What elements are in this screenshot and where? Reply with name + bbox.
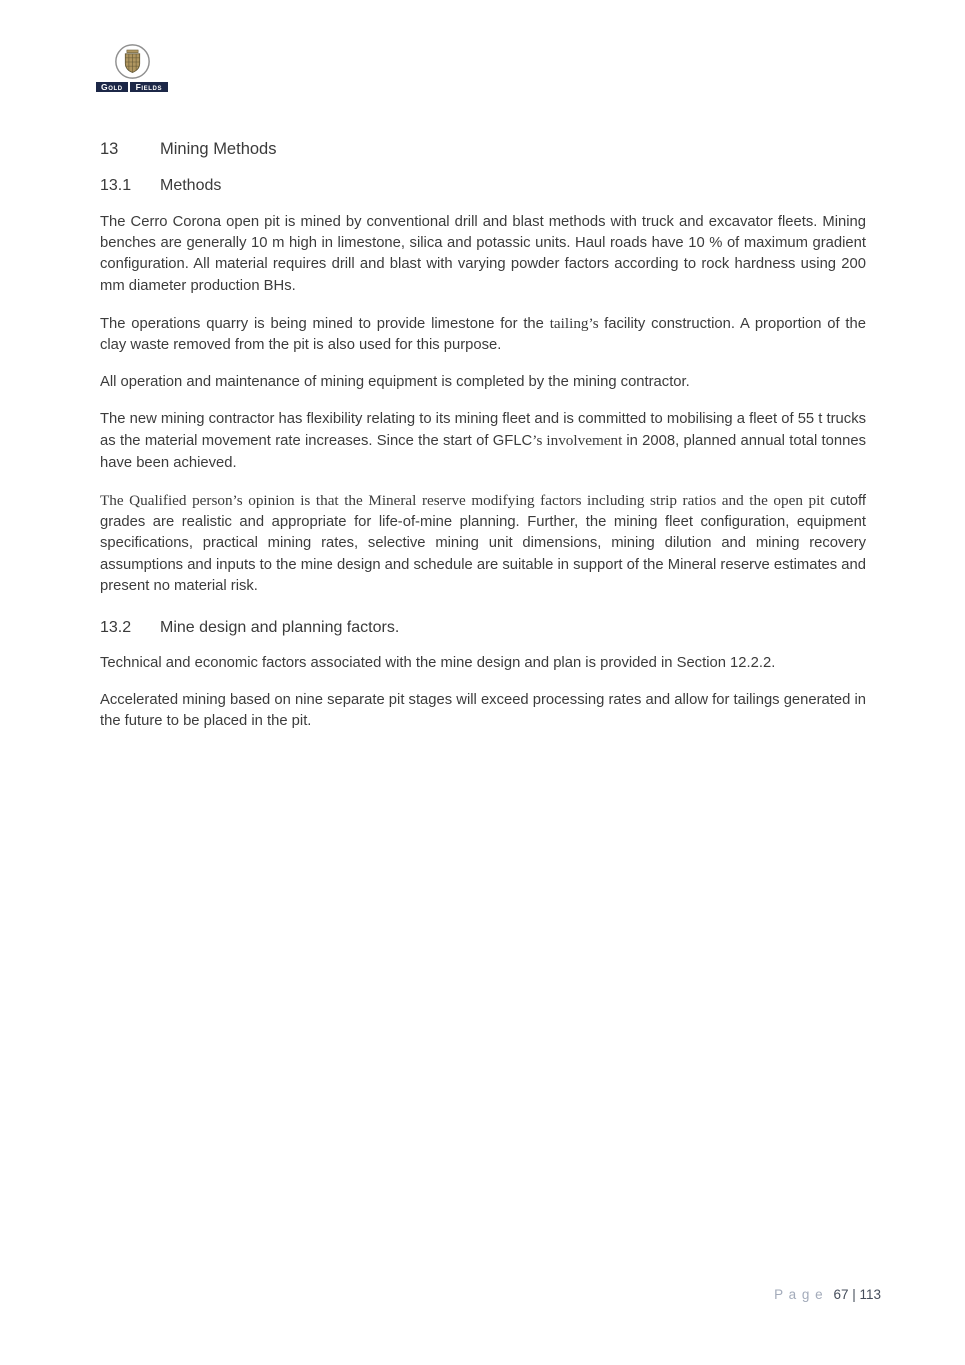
- section-heading-13-1: [100, 175, 866, 196]
- section-heading-13: [100, 138, 866, 160]
- section-number: 13: [100, 140, 119, 158]
- gold-fields-logo: [96, 43, 168, 92]
- logo-word-fields: Fields: [130, 82, 168, 92]
- gold-fields-crest-icon: [114, 43, 151, 80]
- section-number: 13.1: [100, 177, 132, 194]
- section-title: Mine design and planning factors.: [160, 618, 400, 636]
- paragraph-methods-4: The new mining contractor has flexibility relating to its mining fleet and is committed to mobilising a fleet of 55 t trucks as the material movement rate increases. Since the start of GFLC’s involvement in 2008, planned annual total tonnes have been achieved.: [100, 410, 866, 471]
- document-body: [100, 138, 866, 733]
- logo-word-gold: Gold: [96, 82, 128, 92]
- page-footer: [774, 1286, 881, 1304]
- section-title: Mining Methods: [160, 140, 277, 158]
- paragraph-methods-2: The operations quarry is being mined to provide limestone for the tailing’s facility construction. A proportion of the clay waste removed from the pit is also used for this purpose.: [100, 314, 866, 354]
- page-number: 67 | 113: [833, 1287, 881, 1302]
- paragraph-methods-1: The Cerro Corona open pit is mined by conventional drill and blast methods with truck and excavator fleets. Mining benches are generally 10 m high in limestone, silica and potassic units. Haul roads have 10 % of maximum gradient configuration. All material requires drill and blast with varying powder factors according to rock hardness using 200 mm diameter production BHs.: [100, 213, 866, 294]
- section-number: 13.2: [100, 618, 132, 636]
- paragraph-design-2: Accelerated mining based on nine separate pit stages will exceed processing rates and allow for tailings generated in the future to be placed in the pit.: [100, 692, 866, 730]
- section-title: Methods: [160, 177, 222, 194]
- paragraph-design-1: Technical and economic factors associated with the mine design and plan is provided in Section 12.2.2.: [100, 655, 776, 672]
- section-heading-13-2: [100, 617, 866, 638]
- paragraph-methods-3: All operation and maintenance of mining equipment is completed by the mining contractor.: [100, 373, 690, 390]
- page-label: P a g e: [774, 1287, 824, 1302]
- paragraph-methods-5: The Qualified person’s opinion is that the Mineral reserve modifying factors including strip ratios and the open pit cutoff grades are realistic and appropriate for life-of-mine planning. Further, the mining fleet configuration, equipment specifications, practical mining rates, selective mining unit dimensions, mining dilution and mining recovery assumptions and inputs to the mine design and schedule are suitable in support of the Mineral reserve estimates and present no material risk.: [100, 491, 866, 595]
- gold-fields-wordmark: [96, 82, 168, 92]
